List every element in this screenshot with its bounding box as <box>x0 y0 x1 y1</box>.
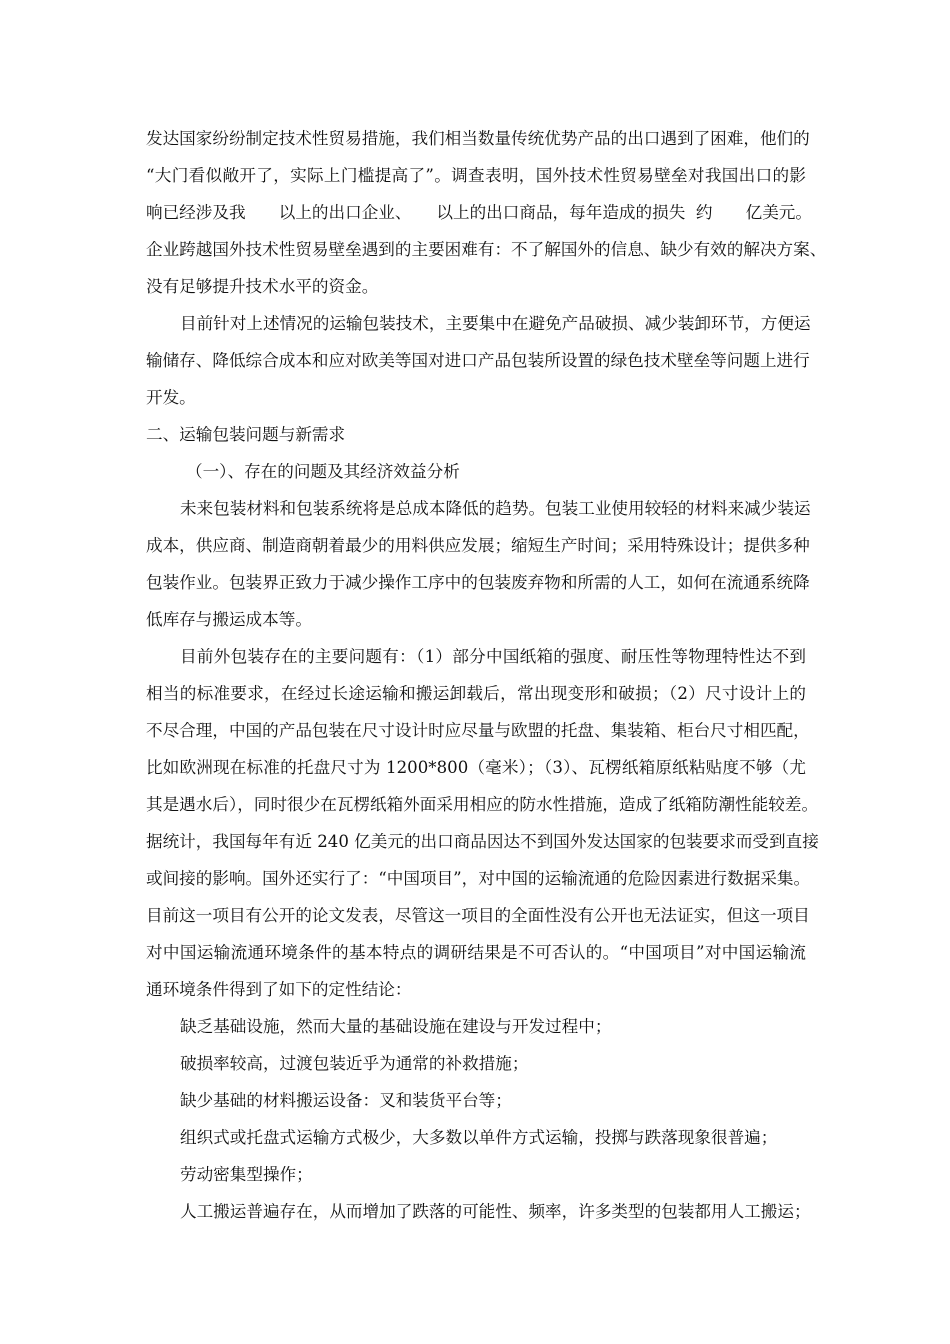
text-line: 或间接的影响。国外还实行了：“中国项目”，对中国的运输流通的危险因素进行数据采集。 <box>146 869 811 888</box>
text-line: 企业跨越国外技术性贸易壁垒遇到的主要困难有：不了解国外的信息、缺少有效的解决方案、 <box>146 240 827 259</box>
text-line: 其是遇水后），同时很少在瓦楞纸箱外面采用相应的防水性措施，造成了纸箱防潮性能较差。 <box>146 795 819 814</box>
text-line: 没有足够提升技术水平的资金。 <box>146 277 379 296</box>
text-line: 对中国运输流通环境条件的基本特点的调研结果是不可否认的。“中国项目”对中国运输流 <box>146 943 806 962</box>
text-line: 包装作业。包装界正致力于减少操作工序中的包装废弃物和所需的人工，如何在流通系统降 <box>146 573 810 592</box>
paragraph-first-line: 目前针对上述情况的运输包装技术，主要集中在避免产品破损、减少装卸环节，方便运 <box>180 314 811 333</box>
section-heading: 二、运输包装问题与新需求 <box>146 425 346 444</box>
conclusion-item: 组织式或托盘式运输方式极少，大多数以单件方式运输，投掷与跌落现象很普遍； <box>180 1128 778 1147</box>
paragraph-first-line: 未来包装材料和包装系统将是总成本降低的趋势。包装工业使用较轻的材料来减少装运 <box>180 499 811 518</box>
text-line: 响已经涉及我 以上的出口企业、 以上的出口商品，每年造成的损失 约 亿美元。 <box>146 203 812 222</box>
text-line: 成本，供应商、制造商朝着最少的用料供应发展；缩短生产时间；采用特殊设计；提供多种 <box>146 536 810 555</box>
text-line: 输储存、降低综合成本和应对欧美等国对进口产品包装所设置的绿色技术壁垒等问题上进行 <box>146 351 810 370</box>
text-line: 目前这一项目有公开的论文发表，尽管这一项目的全面性没有公开也无法证实，但这一项目 <box>146 906 810 925</box>
text-line: 相当的标准要求，在经过长途运输和搬运卸载后，常出现变形和破损；（2）尺寸设计上的 <box>146 684 806 703</box>
text-line: 发达国家纷纷制定技术性贸易措施，我们相当数量传统优势产品的出口遇到了困难，他们的 <box>146 129 810 148</box>
conclusion-item: 人工搬运普遍存在，从而增加了跌落的可能性、频率，许多类型的包装都用人工搬运； <box>180 1202 811 1221</box>
text-line: 开发。 <box>146 388 196 407</box>
conclusion-item: 破损率较高，过渡包装近乎为通常的补救措施； <box>180 1054 529 1073</box>
text-line: 通环境条件得到了如下的定性结论： <box>146 980 412 999</box>
text-line: 比如欧洲现在标准的托盘尺寸为 1200*800（毫米）；（3）、瓦楞纸箱原纸粘贴度不够（尤 <box>146 758 806 777</box>
subsection-heading: （一）、存在的问题及其经济效益分析 <box>186 462 460 481</box>
text-line: 不尽合理，中国的产品包装在尺寸设计时应尽量与欧盟的托盘、集装箱、柜台尺寸相匹配， <box>146 721 810 740</box>
conclusion-item: 劳动密集型操作； <box>180 1165 313 1184</box>
text-line: 据统计，我国每年有近 240 亿美元的出口商品因达不到国外发达国家的包装要求而受到直接 <box>146 832 819 851</box>
conclusion-item: 缺少基础的材料搬运设备：叉和装货平台等； <box>180 1091 512 1110</box>
conclusion-item: 缺乏基础设施，然而大量的基础设施在建设与开发过程中； <box>180 1017 612 1036</box>
text-line: 低库存与搬运成本等。 <box>146 610 312 629</box>
paragraph-first-line: 目前外包装存在的主要问题有：（1）部分中国纸箱的强度、耐压性等物理特性达不到 <box>180 647 806 666</box>
text-line: “大门看似敞开了，实际上门槛提高了”。调查表明，国外技术性贸易壁垒对我国出口的影 <box>146 166 806 185</box>
